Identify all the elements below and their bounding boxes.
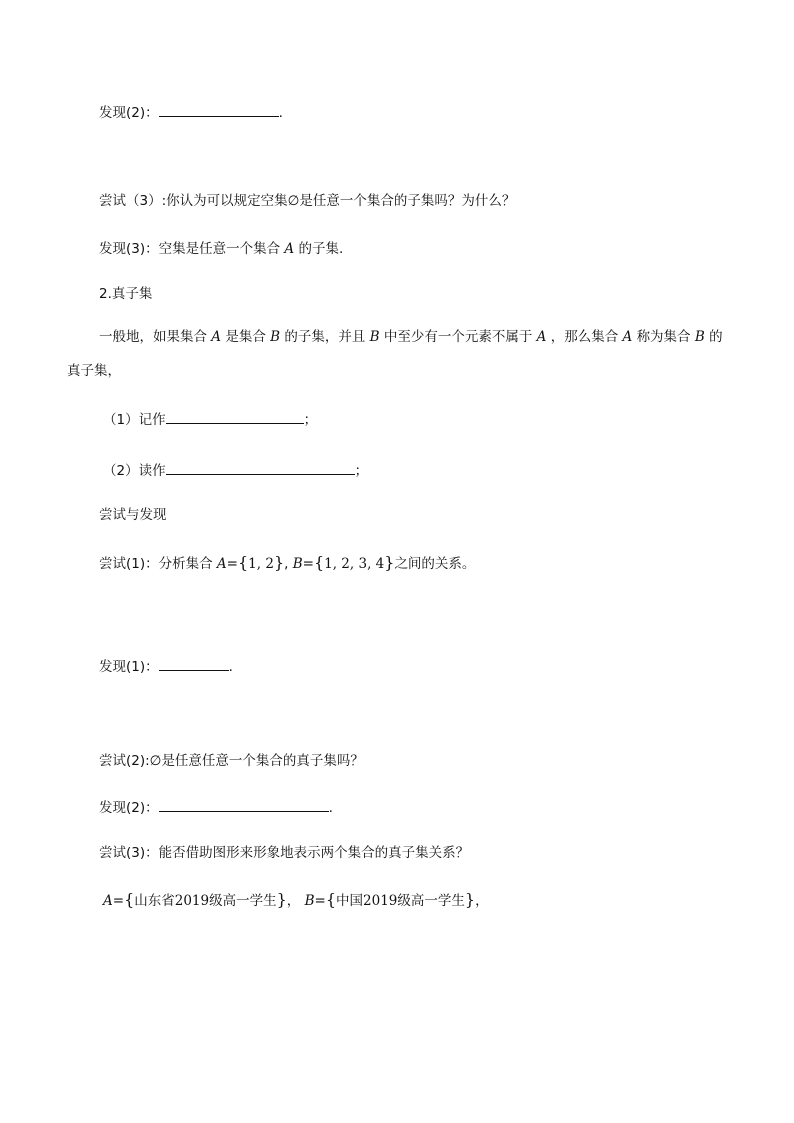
finding-2-label: 发现(2)： bbox=[99, 105, 159, 121]
finding-2-line: 发现(2)： . bbox=[99, 102, 283, 123]
reading-blank[interactable] bbox=[166, 460, 355, 475]
finding-3-line: 发现(3)：空集是任意一个集合 A 的子集. bbox=[99, 241, 344, 257]
notation-blank[interactable] bbox=[166, 409, 304, 424]
empty-set-symbol: ∅ bbox=[287, 193, 300, 209]
empty-set-symbol: ∅ bbox=[149, 753, 162, 769]
attempt-2-line: 尝试(2):∅是任意任意一个集合的真子集吗？ bbox=[99, 753, 364, 769]
finding-1-line: 发现(1)： . bbox=[99, 656, 233, 677]
finding-2b-line: 发现(2)： . bbox=[99, 797, 333, 818]
attempt-1-line: 尝试(1)：分析集合 A={1, 2}, B={1, 2, 3, 4}之间的关系。 bbox=[99, 553, 476, 572]
sets-example-line: A={山东省2019级高一学生}， B={中国2019级高一学生}， bbox=[103, 890, 489, 909]
finding-2-blank[interactable] bbox=[159, 102, 279, 117]
notation-line: （1）记作 ； bbox=[103, 409, 317, 430]
attempt-3b-line: 尝试(3)：能否借助图形来形象地表示两个集合的真子集关系？ bbox=[99, 845, 470, 861]
finding-1-blank[interactable] bbox=[159, 656, 229, 671]
definition-line: 一般地，如果集合 A 是集合 B 的子集，并且 B 中至少有一个元素不属于 A ，那么集合 A 称为集合 B 的 bbox=[99, 329, 723, 345]
attempt-3-line: 尝试（3）:你认为可以规定空集∅是任意一个集合的子集吗？为什么？ bbox=[99, 193, 516, 209]
definition-continuation: 真子集， bbox=[67, 363, 121, 379]
section-heading: 2.真子集 bbox=[99, 286, 153, 302]
subsection-heading: 尝试与发现 bbox=[99, 507, 167, 523]
reading-line: （2）读作 ； bbox=[103, 460, 368, 481]
finding-2b-blank[interactable] bbox=[159, 797, 329, 812]
